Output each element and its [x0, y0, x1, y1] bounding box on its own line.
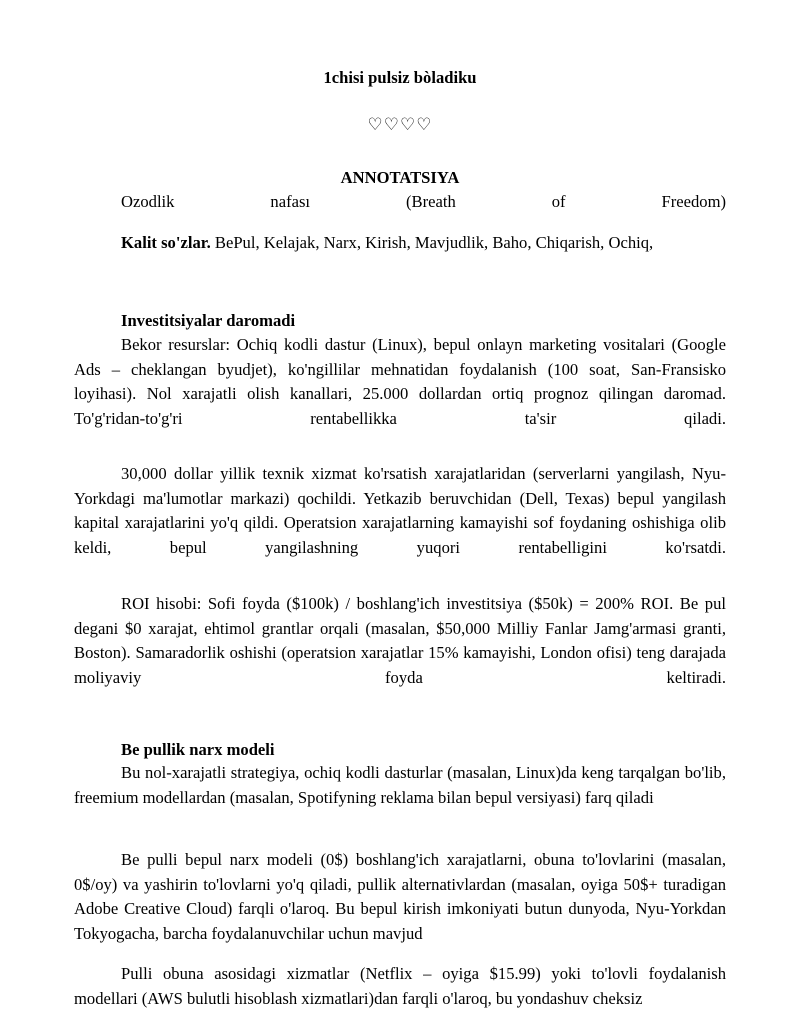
paragraph-pricing-2: Be pulli bepul narx modeli (0$) boshlang'ich xarajatlarni, obuna to'lovlarini (masalan, 0$/oy) va yashirin to'lovlarni yo'q qiladi, pullik alternativlardan (masalan, oyiga 50$+ turadigan Adobe Creative Cloud) farqli o'laroq. Bu bepul kirish imkoniyati butun dunyoda, Nyu-Yorkdan Tokyogacha, barcha foydalanuvchilar uchun mavjud [74, 850, 726, 943]
keywords-block [74, 231, 726, 256]
keywords-list: BePul, Kelajak, Narx, Kirish, Mavjudlik, Baho, Chiqarish, Ochiq, [210, 233, 654, 252]
paragraph-investments-1: Bekor resurslar: Ochiq kodli dastur (Linux), bepul onlayn marketing vositalari (Google Ads – cheklangan byudjet), ko'ngillilar mehnatidan foydalanish (100 soat, San-Fransisko loyihasi). Nol xarajatli olish kanallari, 25.000 dollardan ortiq prognoz qilingan daromad. To'g'ridan-to'g'ri rentabellikka ta'sir qiladi. [74, 335, 726, 428]
paragraph-investments-1-block [74, 333, 726, 431]
paragraph-investments-3-block [74, 592, 726, 690]
keywords-label: Kalit so'zlar. [121, 233, 211, 252]
paragraph-investments-2-block [74, 462, 726, 560]
hearts-decoration: ♡♡♡♡ [367, 115, 433, 134]
paragraph-pricing-1-block [74, 761, 726, 810]
paragraph-pricing-2-block [74, 848, 726, 946]
annotation-heading: ANNOTATSIYA [340, 168, 460, 187]
paragraph-investments-3: ROI hisobi: Sofi foyda ($100k) / boshlang'ich investitsiya ($50k) = 200% ROI. Be pul degani $0 xarajat, ehtimol grantlar orqali (masalan, $50,000 Milliy Fanlar Jamg'armasi granti, Boston). Samaradorlik oshishi (operatsion xarajatlar 15% kamayishi, London ofisi) teng darajada moliyaviy foyda keltiradi. [74, 594, 726, 687]
keywords-line [74, 231, 726, 256]
annotation-subtitle-block [74, 190, 726, 215]
section-heading-pricing: Be pullik narx modeli [121, 740, 275, 759]
annotation-subtitle: Ozodlik nafası (Breath of Freedom) [121, 192, 726, 211]
paragraph-pricing-3: Pulli obuna asosidagi xizmatlar (Netflix – oyiga $15.99) yoki to'lovli foydalanish modellari (AWS bulutli hisoblash xizmatlari)dan farqli o'laroq, bu yondashuv cheksiz [74, 964, 726, 1008]
paragraph-pricing-3-block [74, 962, 726, 1011]
paragraph-investments-2: 30,000 dollar yillik texnik xizmat ko'rsatish xarajatlaridan (serverlarni yangilash, Nyu-Yorkdagi ma'lumotlar markazi) qochildi. Yetkazib beruvchidan (Dell, Texas) bepul yangilash kapital xarajatlarini yo'q qildi. Operatsion xarajatlarning kamayishi sof foydaning oshishiga olib keldi, bepul yangilashning yuqori rentabelligini ko'rsatdi. [74, 464, 726, 557]
paragraph-pricing-1: Bu nol-xarajatli strategiya, ochiq kodli dasturlar (masalan, Linux)da keng tarqalgan bo'lib, freemium modellardan (masalan, Spotifyning reklama bilan bepul versiyasi) farq qiladi [74, 763, 726, 807]
document-title: 1chisi pulsiz bòladiku [323, 68, 477, 87]
section-heading-investments: Investitsiyalar daromadi [121, 311, 296, 330]
